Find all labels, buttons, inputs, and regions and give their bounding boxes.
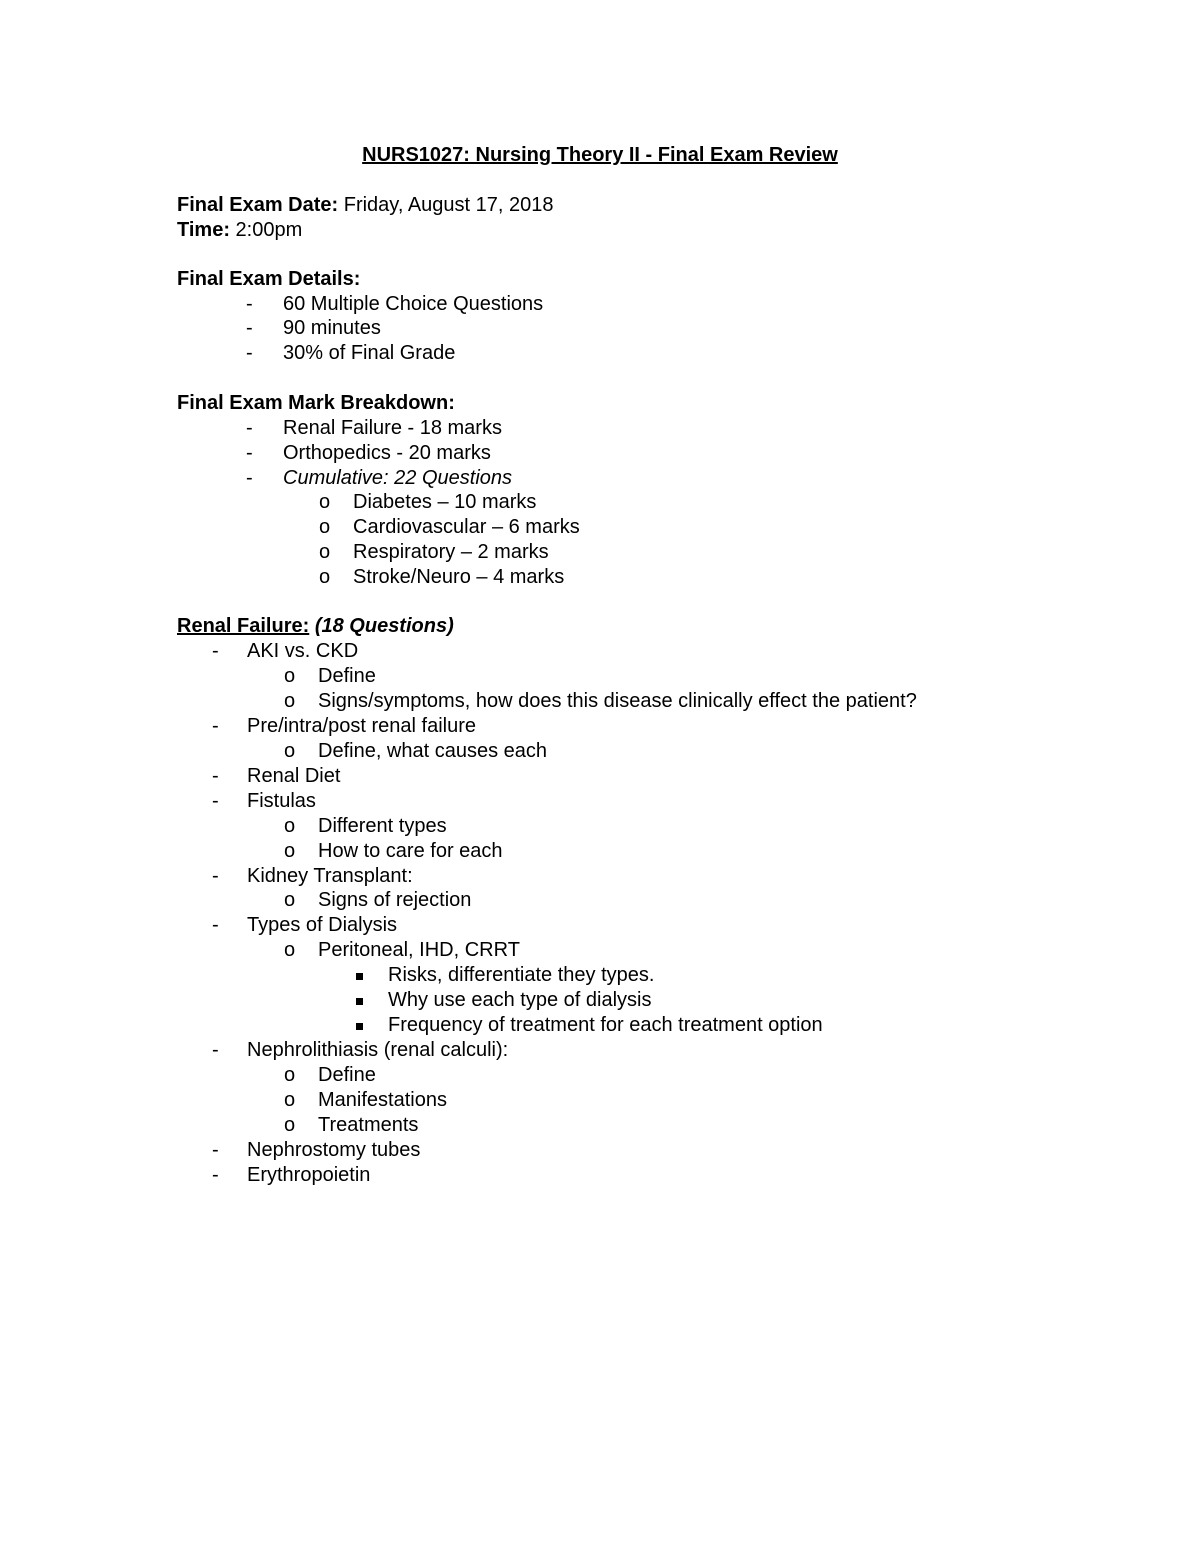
list-item-text: Frequency of treatment for each treatment option: [388, 1014, 823, 1036]
dash-marker: -: [246, 317, 253, 339]
dash-marker: -: [212, 914, 219, 936]
renal-heading-note: (18 Questions): [314, 615, 454, 637]
dash-marker: -: [212, 1139, 219, 1161]
circle-marker: o: [284, 840, 296, 862]
list-item-text: Respiratory – 2 marks: [353, 541, 549, 563]
cumulative-label: Cumulative: 22 Questions: [283, 467, 513, 489]
dash-marker: -: [212, 1039, 219, 1061]
dash-marker: -: [246, 417, 253, 439]
dash-marker: -: [246, 293, 253, 315]
circle-marker: o: [284, 740, 296, 762]
list-item-text: Different types: [318, 815, 447, 837]
list-item-text: Renal Diet: [247, 765, 341, 787]
dash-marker: -: [246, 342, 253, 364]
list-item-text: 60 Multiple Choice Questions: [283, 293, 544, 315]
list-item-text: Define: [318, 665, 376, 687]
circle-marker: o: [284, 1114, 296, 1136]
list-item-text: AKI vs. CKD: [247, 640, 359, 662]
list-item-text: Risks, differentiate they types.: [388, 964, 655, 986]
document-title: NURS1027: Nursing Theory II - Final Exam Review: [362, 144, 838, 166]
list-item-text: Nephrolithiasis (renal calculi):: [247, 1039, 509, 1061]
circle-marker: o: [319, 541, 331, 563]
details-heading: Final Exam Details:: [177, 268, 361, 290]
list-item-text: Signs of rejection: [318, 889, 472, 911]
square-bullet-icon: [356, 973, 363, 980]
dash-marker: -: [246, 442, 253, 464]
dash-marker: -: [246, 467, 253, 489]
dash-marker: -: [212, 765, 219, 787]
list-item-text: Cardiovascular – 6 marks: [353, 516, 580, 538]
list-item-text: Orthopedics - 20 marks: [283, 442, 491, 464]
list-item-text: Nephrostomy tubes: [247, 1139, 421, 1161]
circle-marker: o: [284, 939, 296, 961]
renal-heading-line: [177, 614, 454, 639]
list-item-text: Signs/symptoms, how does this disease clinically effect the patient?: [318, 690, 917, 712]
list-item-text: Diabetes – 10 marks: [353, 491, 537, 513]
circle-marker: o: [284, 889, 296, 911]
square-bullet-icon: [356, 998, 363, 1005]
circle-marker: o: [319, 491, 331, 513]
exam-time-value: 2:00pm: [235, 219, 303, 241]
circle-marker: o: [284, 815, 296, 837]
list-item-text: Pre/intra/post renal failure: [247, 715, 477, 737]
dash-marker: -: [212, 715, 219, 737]
circle-marker: o: [284, 1089, 296, 1111]
square-bullet-icon: [356, 1023, 363, 1030]
list-item-text: Peritoneal, IHD, CRRT: [318, 939, 520, 961]
exam-time-label: Time:: [177, 219, 230, 241]
list-item-text: Define: [318, 1064, 376, 1086]
list-item-text: Types of Dialysis: [247, 914, 398, 936]
exam-date-value: Friday, August 17, 2018: [343, 194, 554, 216]
list-item-text: Fistulas: [247, 790, 316, 812]
list-item-text: Erythropoietin: [247, 1164, 371, 1186]
list-item-text: Manifestations: [318, 1089, 447, 1111]
exam-time-line: [177, 218, 302, 243]
dash-marker: -: [212, 640, 219, 662]
list-item-text: Define, what causes each: [318, 740, 548, 762]
list-item-text: 30% of Final Grade: [283, 342, 456, 364]
circle-marker: o: [284, 1064, 296, 1086]
list-item-text: How to care for each: [318, 840, 503, 862]
dash-marker: -: [212, 790, 219, 812]
list-item-text: Treatments: [318, 1114, 419, 1136]
renal-heading: Renal Failure:: [177, 615, 310, 637]
list-item-text: Kidney Transplant:: [247, 865, 413, 887]
circle-marker: o: [284, 690, 296, 712]
circle-marker: o: [284, 665, 296, 687]
circle-marker: o: [319, 566, 331, 588]
list-item-text: 90 minutes: [283, 317, 381, 339]
circle-marker: o: [319, 516, 331, 538]
exam-date-label: Final Exam Date:: [177, 194, 339, 216]
dash-marker: -: [212, 1164, 219, 1186]
breakdown-heading: Final Exam Mark Breakdown:: [177, 392, 455, 414]
exam-date-line: [177, 193, 554, 218]
list-item-text: Stroke/Neuro – 4 marks: [353, 566, 565, 588]
list-item-text: Why use each type of dialysis: [388, 989, 652, 1011]
dash-marker: -: [212, 865, 219, 887]
list-item-text: Renal Failure - 18 marks: [283, 417, 502, 439]
